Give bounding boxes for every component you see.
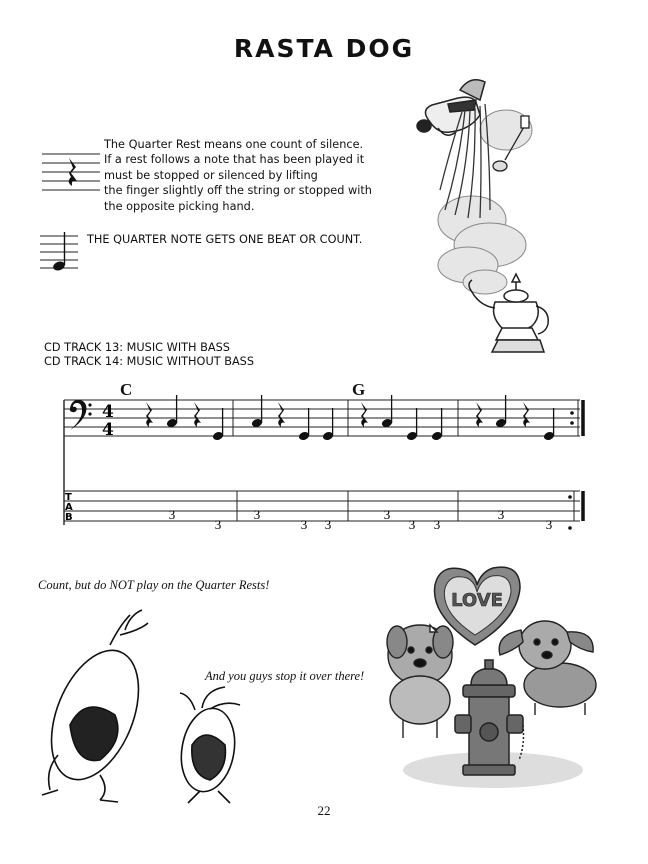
tab-letter-a: A [65, 502, 73, 513]
page-number: 22 [317, 803, 331, 818]
rest-text-line: the opposite picking hand. [104, 199, 255, 213]
tab-letter-t: T [65, 492, 72, 503]
quarter-note-explanation: THE QUARTER NOTE GETS ONE BEAT OR COUNT. [87, 233, 363, 246]
tab-fret-number: 3 [545, 517, 553, 532]
quarter-rest [278, 402, 285, 427]
quarter-note-staff [40, 230, 80, 274]
tab-fret-number: 3 [383, 507, 391, 522]
love-heart-text: LOVE [451, 590, 503, 611]
tab-fret-number: 3 [433, 517, 441, 532]
tab-fret-number: 3 [253, 507, 261, 522]
bass-clef [70, 400, 92, 430]
quarter-rest [194, 402, 201, 427]
rest-text-line: If a rest follows a note that has been played it [104, 153, 365, 167]
quarter-rest [361, 402, 368, 427]
quarter-rest-explanation [104, 137, 384, 214]
cd-track-14: CD TRACK 14: MUSIC WITHOUT BASS [44, 355, 255, 368]
quarter-rest [476, 402, 483, 427]
tab-letter-b: B [65, 512, 73, 523]
chord-g: G [352, 380, 366, 399]
tab-fret-number: 3 [168, 507, 176, 522]
cd-track-13: CD TRACK 13: MUSIC WITH BASS [44, 341, 230, 354]
tab-fret-number: 3 [324, 517, 332, 532]
rest-text-line: the finger slightly off the string or stopped with [104, 184, 372, 198]
time-signature-bottom: 4 [102, 420, 114, 440]
count-instruction: Count, but do NOT play on the Quarter Rests! [38, 578, 270, 592]
tab-fret-number: 3 [408, 517, 416, 532]
love-dogs-illustration [375, 560, 610, 795]
rest-text-line: The Quarter Rest means one count of silence. [104, 138, 364, 151]
rest-text-line: must be stopped or silenced by lifting [104, 168, 318, 182]
tab-fret-number: 3 [497, 507, 505, 522]
page-title: RASTA DOG [233, 34, 415, 63]
chord-c: C [120, 380, 133, 399]
genie-dog-illustration [410, 70, 560, 365]
guys-caption: And you guys stop it over there! [205, 669, 365, 683]
time-signature-top: 4 [102, 402, 114, 422]
tab-fret-number: 3 [300, 517, 308, 532]
quarter-rest [523, 402, 530, 427]
quarter-rest-staff [42, 150, 102, 196]
egg-characters-illustration [30, 605, 255, 805]
bass-score [60, 390, 590, 535]
tab-fret-number: 3 [214, 517, 222, 532]
quarter-rest [146, 402, 153, 427]
